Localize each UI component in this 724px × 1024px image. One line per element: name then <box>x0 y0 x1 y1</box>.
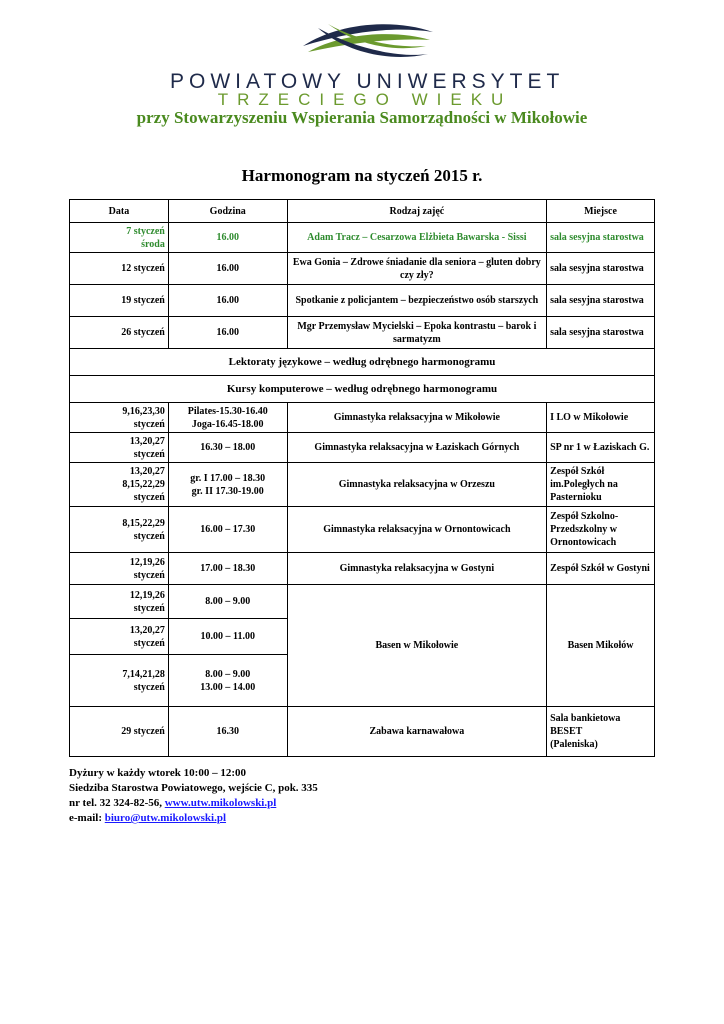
cell-date: 13,20,27 styczeń <box>70 433 169 463</box>
cell-time: 17.00 – 18.30 <box>168 553 287 585</box>
cell-time: 16.00 <box>168 285 287 317</box>
table-header-row <box>70 200 655 223</box>
cell-time: 16.00 – 17.30 <box>168 507 287 553</box>
cell-activity: Gimnastyka relaksacyjna w Ornontowicach <box>287 507 546 553</box>
logo-text-line1: POWIATOWY UNIWERSYTET <box>170 70 565 93</box>
cell-time: 16.00 <box>168 317 287 349</box>
cell-place: sala sesyjna starostwa <box>547 253 655 285</box>
cell-activity: Gimnastyka relaksacyjna w Orzeszu <box>287 463 546 507</box>
table-row <box>70 433 655 463</box>
cell-place: Basen Mikołów <box>547 585 655 707</box>
cell-place: sala sesyjna starostwa <box>547 285 655 317</box>
cell-time: 16.00 <box>168 223 287 253</box>
header-time: Godzina <box>168 200 287 223</box>
cell-place: Zespół Szkolno-Przedszkolny w Ornontowicach <box>547 507 655 553</box>
footer-address: Siedziba Starostwa Powiatowego, wejście C, pok. 335 <box>69 782 318 794</box>
page-title: Harmonogram na styczeń 2015 r. <box>241 166 483 185</box>
cell-activity: Mgr Przemysław Mycielski – Epoka kontrastu – barok i sarmatyzm <box>287 317 546 349</box>
cell-date: 12 styczeń <box>70 253 169 285</box>
cell-date: 13,20,27 8,15,22,29 styczeń <box>70 463 169 507</box>
table-row <box>70 223 655 253</box>
cell-activity: Gimnastyka relaksacyjna w Mikołowie <box>287 403 546 433</box>
table-row <box>70 253 655 285</box>
header-place: Miejsce <box>547 200 655 223</box>
span-row-text: Kursy komputerowe – według odrębnego harmonogramu <box>70 376 655 403</box>
table-row <box>70 285 655 317</box>
cell-time: gr. I 17.00 – 18.30 gr. II 17.30-19.00 <box>168 463 287 507</box>
cell-date: 12,19,26 styczeń <box>70 585 169 619</box>
email-link[interactable]: biuro@utw.mikolowski.pl <box>104 812 227 824</box>
subtitle: przy Stowarzyszeniu Wspierania Samorządności w Mikołowie <box>136 108 588 127</box>
cell-activity: Basen w Mikołowie <box>287 585 546 707</box>
table-row <box>70 403 655 433</box>
logo-text-line2: TRZECIEGO WIEKU <box>217 90 513 109</box>
footer-hours: Dyżury w każdy wtorek 10:00 – 12:00 <box>69 767 247 779</box>
cell-activity: Spotkanie z policjantem – bezpieczeństwo osób starszych <box>287 285 546 317</box>
cell-date: 9,16,23,30 styczeń <box>70 403 169 433</box>
footer-phone-line <box>69 796 318 811</box>
cell-time: 16.00 <box>168 253 287 285</box>
cell-date: 7 styczeń środa <box>70 223 169 253</box>
footer-contact <box>69 766 318 826</box>
website-link[interactable]: www.utw.mikolowski.pl <box>164 797 277 809</box>
table-row <box>70 317 655 349</box>
span-row <box>70 349 655 376</box>
cell-place: Sala bankietowa BESET (Paleniska) <box>547 707 655 757</box>
table-row <box>70 707 655 757</box>
span-row-text: Lektoraty językowe – według odrębnego harmonogramu <box>70 349 655 376</box>
header-activity: Rodzaj zajęć <box>287 200 546 223</box>
cell-date: 13,20,27 styczeń <box>70 619 169 655</box>
cell-place: I LO w Mikołowie <box>547 403 655 433</box>
cell-time: 16.30 – 18.00 <box>168 433 287 463</box>
cell-date: 7,14,21,28 styczeń <box>70 655 169 707</box>
cell-date: 19 styczeń <box>70 285 169 317</box>
leaf-swoosh-icon <box>298 18 438 68</box>
cell-date: 12,19,26 styczeń <box>70 553 169 585</box>
cell-time: 8.00 – 9.00 13.00 – 14.00 <box>168 655 287 707</box>
cell-time: 16.30 <box>168 707 287 757</box>
table-row <box>70 507 655 553</box>
footer-email-line <box>69 811 318 826</box>
cell-time: Pilates-15.30-16.40 Joga-16.45-18.00 <box>168 403 287 433</box>
table-row <box>70 463 655 507</box>
logo <box>170 18 565 109</box>
cell-activity: Adam Tracz – Cesarzowa Elżbieta Bawarska - Sissi <box>287 223 546 253</box>
schedule-table <box>69 199 655 757</box>
cell-place: SP nr 1 w Łaziskach G. <box>547 433 655 463</box>
cell-time: 10.00 – 11.00 <box>168 619 287 655</box>
cell-time: 8.00 – 9.00 <box>168 585 287 619</box>
table-row <box>70 585 655 619</box>
cell-place: sala sesyjna starostwa <box>547 223 655 253</box>
cell-activity: Gimnastyka relaksacyjna w Łaziskach Górnych <box>287 433 546 463</box>
span-row <box>70 376 655 403</box>
table-row <box>70 553 655 585</box>
cell-activity: Ewa Gonia – Zdrowe śniadanie dla seniora – gluten dobry czy zły? <box>287 253 546 285</box>
cell-place: sala sesyjna starostwa <box>547 317 655 349</box>
header-date: Data <box>70 200 169 223</box>
email-label: e-mail: <box>69 812 105 824</box>
cell-activity: Zabawa karnawałowa <box>287 707 546 757</box>
cell-place: Zespół Szkół im.Poległych na Pasternioku <box>547 463 655 507</box>
cell-date: 8,15,22,29 styczeń <box>70 507 169 553</box>
phone-text: nr tel. 32 324-82-56, <box>69 797 165 809</box>
cell-activity: Gimnastyka relaksacyjna w Gostyni <box>287 553 546 585</box>
cell-place: Zespół Szkół w Gostyni <box>547 553 655 585</box>
cell-date: 29 styczeń <box>70 707 169 757</box>
cell-date: 26 styczeń <box>70 317 169 349</box>
